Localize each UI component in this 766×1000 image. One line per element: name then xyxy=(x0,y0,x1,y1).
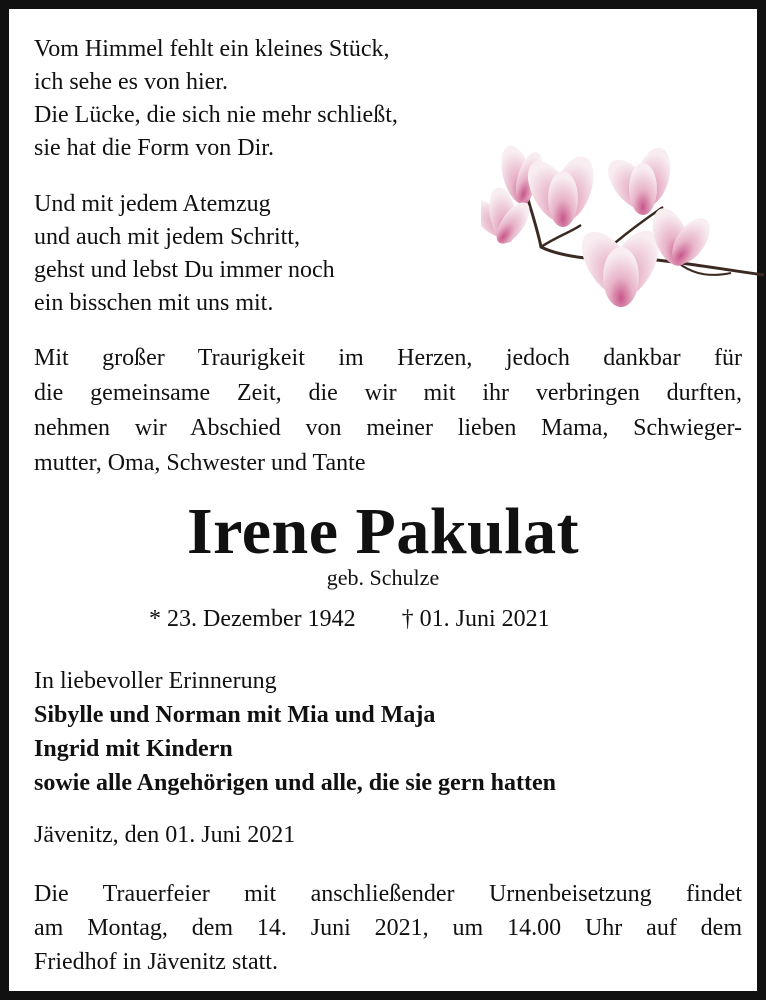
magnolia-branch-image xyxy=(481,137,766,312)
poem-line: ein bisschen mit uns mit. xyxy=(34,290,274,316)
poem-line: gehst und lebst Du immer noch xyxy=(34,257,335,283)
intro-line: nehmen wir Abschied von meiner lieben Mama, Schwieger- xyxy=(34,415,742,441)
poem-line: und auch mit jedem Schritt, xyxy=(34,224,300,250)
mourners-block xyxy=(34,664,556,800)
funeral-line: am Montag, dem 14. Juni 2021, um 14.00 Uhr auf dem xyxy=(34,915,742,941)
life-dates xyxy=(149,606,550,633)
poem-line: sie hat die Form von Dir. xyxy=(34,135,274,161)
intro-line: die gemeinsame Zeit, die wir mit ihr verbringen durften, xyxy=(34,380,742,406)
death-date: † 01. Juni 2021 xyxy=(401,606,550,632)
funeral-line: Die Trauerfeier mit anschließender Urnenbeisetzung findet xyxy=(34,881,742,907)
poem-line: Vom Himmel fehlt ein kleines Stück, xyxy=(34,36,390,62)
deceased-name: Irene Pakulat xyxy=(186,495,580,568)
mourner-line: sowie alle Angehörigen und alle, die sie gern hatten xyxy=(34,770,556,796)
mourner-line: Sibylle und Norman mit Mia und Maja xyxy=(34,702,436,728)
funeral-line: Friedhof in Jävenitz statt. xyxy=(34,949,278,975)
birth-name: geb. Schulze xyxy=(326,565,440,590)
place-date: Jävenitz, den 01. Juni 2021 xyxy=(34,822,296,848)
intro-text xyxy=(34,341,742,481)
memory-heading: In liebevoller Erinnerung xyxy=(34,668,277,694)
intro-line: Mit großer Traurigkeit im Herzen, jedoch dankbar für xyxy=(34,345,742,371)
poem xyxy=(34,33,398,320)
birth-date: * 23. Dezember 1942 xyxy=(149,606,356,632)
poem-line: Und mit jedem Atemzug xyxy=(34,191,271,217)
poem-line: ich sehe es von hier. xyxy=(34,69,228,95)
intro-line: mutter, Oma, Schwester und Tante xyxy=(34,450,366,476)
funeral-info xyxy=(34,877,742,979)
poem-line: Die Lücke, die sich nie mehr schließt, xyxy=(34,102,398,128)
mourner-line: Ingrid mit Kindern xyxy=(34,736,233,762)
poem-stanza-1 xyxy=(34,33,398,165)
poem-stanza-2 xyxy=(34,188,398,320)
